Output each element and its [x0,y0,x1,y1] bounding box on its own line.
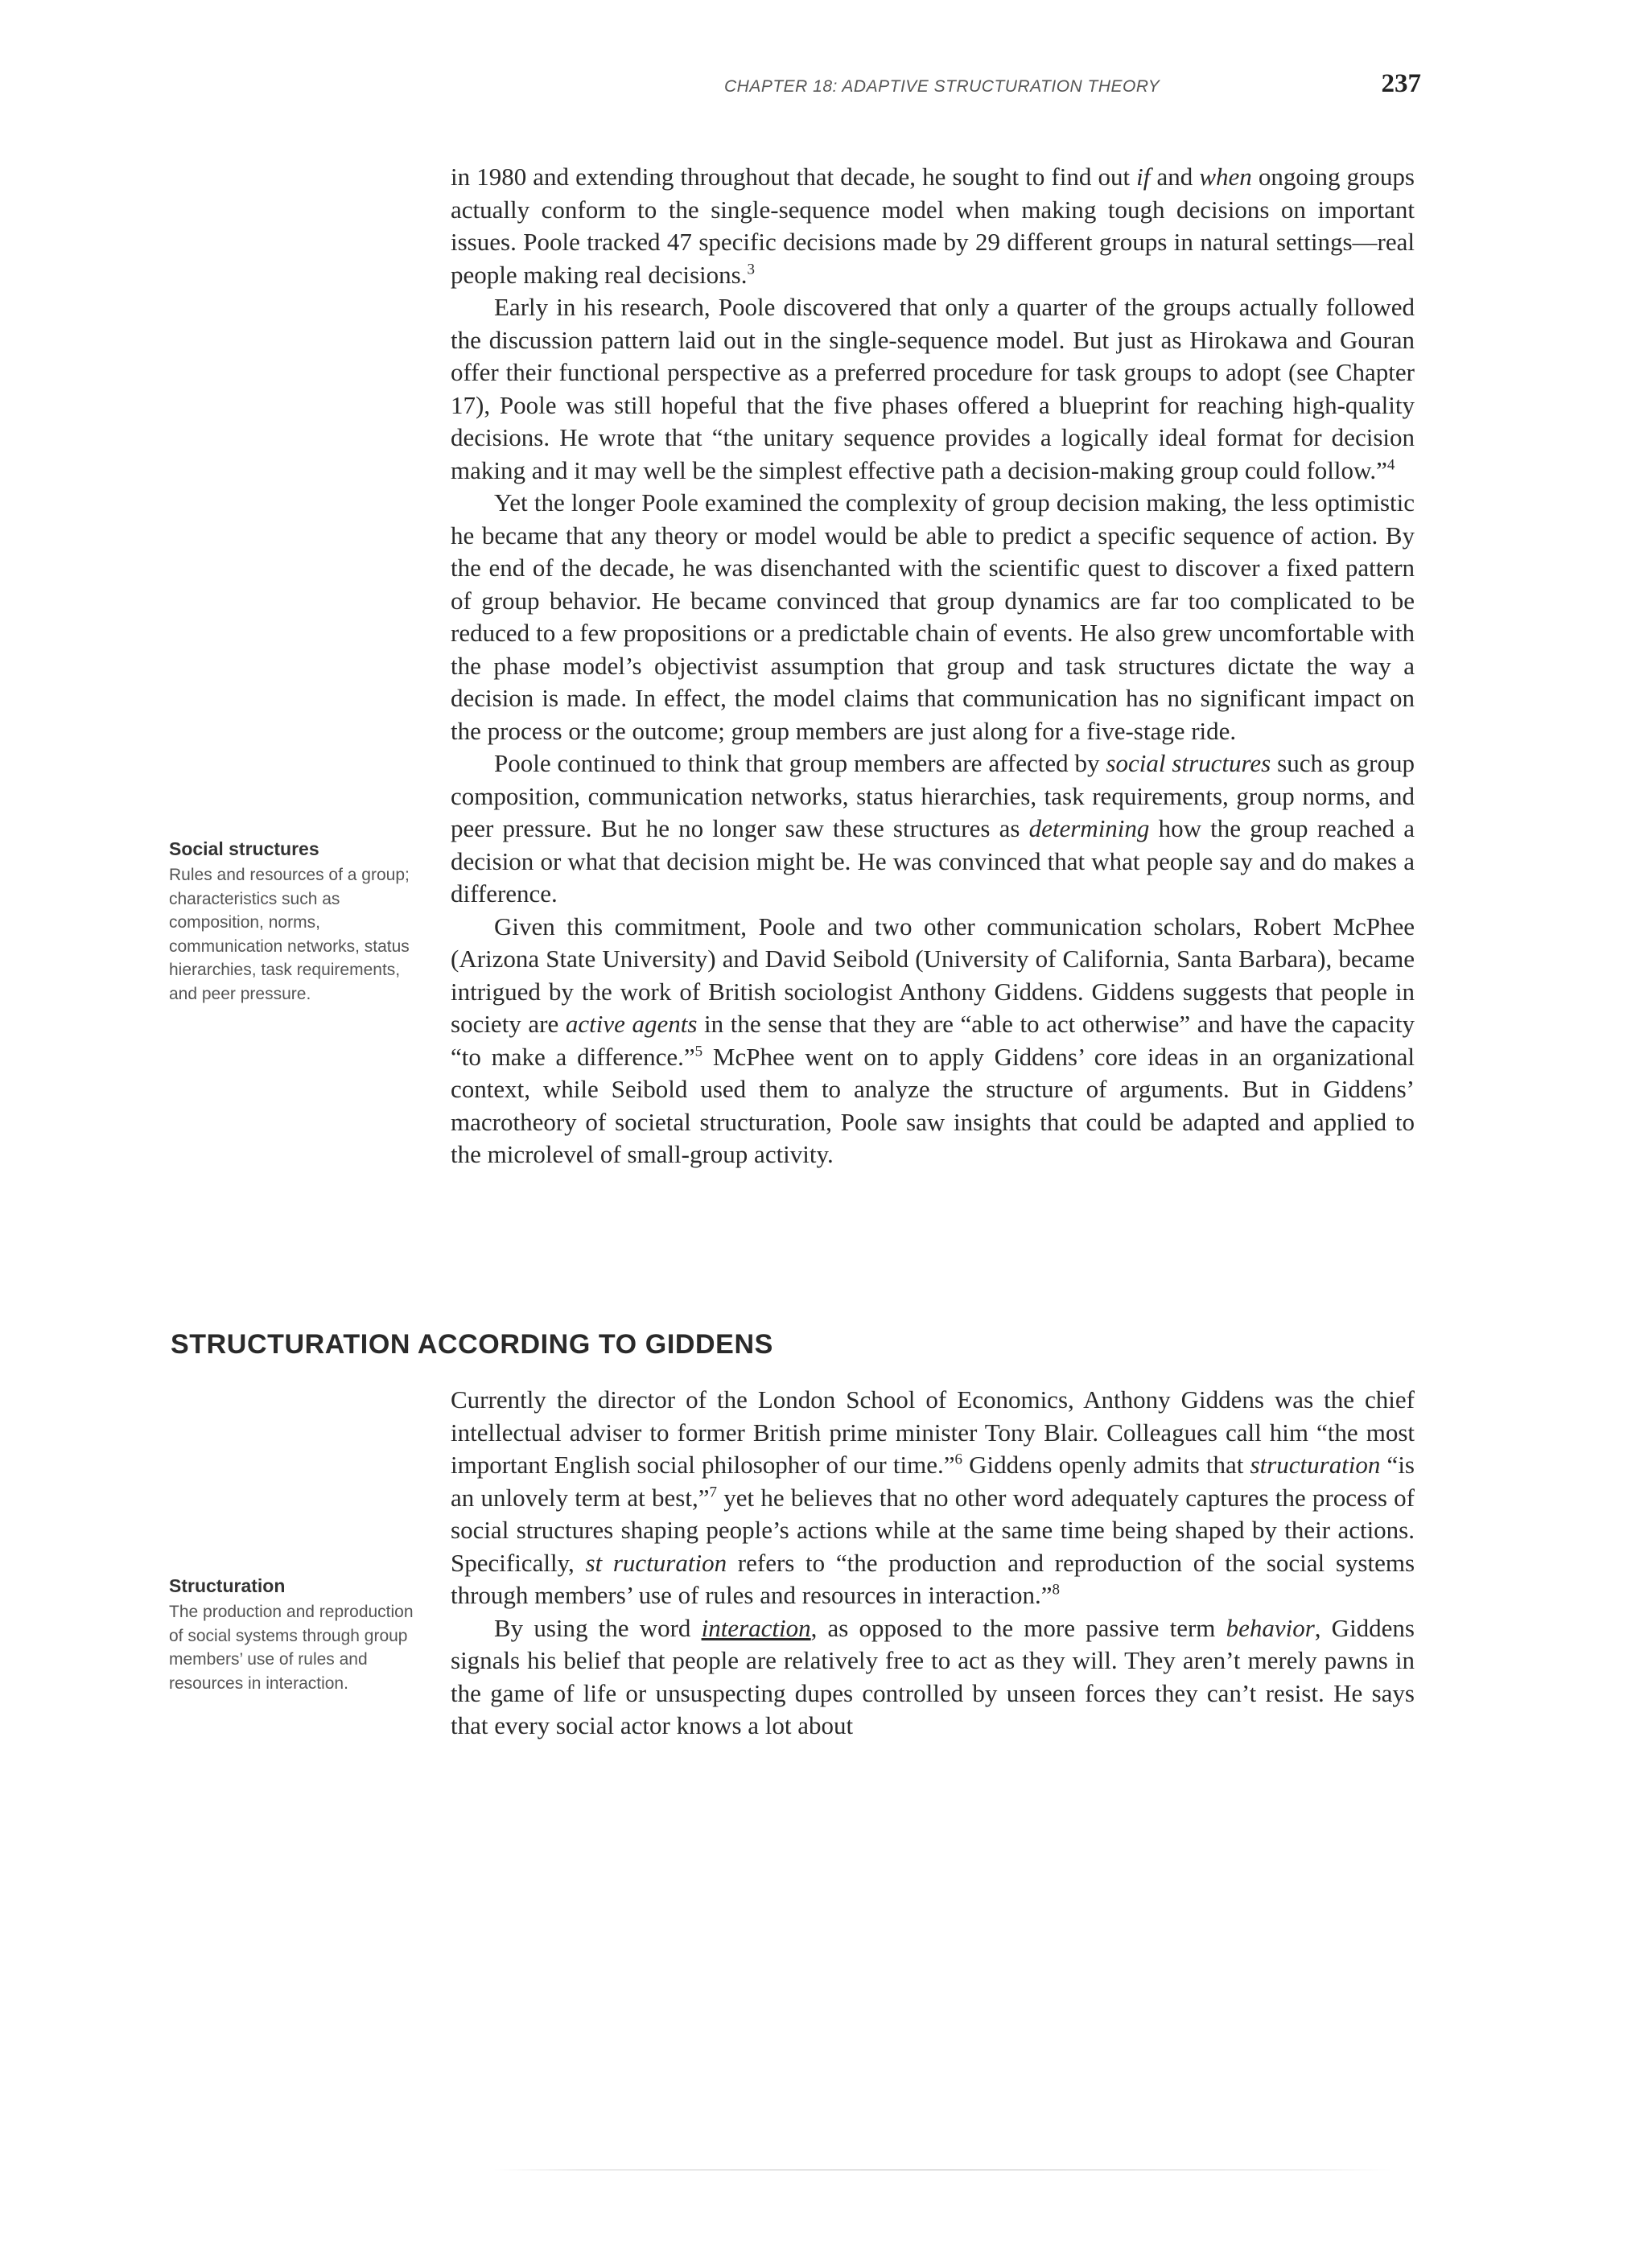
footnote-ref: 7 [709,1484,717,1501]
footnote-ref: 5 [694,1043,703,1060]
section-heading: STRUCTURATION ACCORDING TO GIDDENS [171,1329,773,1360]
paragraph: Yet the longer Poole examined the complexity of group decision making, the less optimistic he became that any theory or model would be able to predict a specific sequence of action. By the end of the decade, he was disenchanted with the scientific quest to discover a fixed pattern of group behavior. He became convinced that group dynamics are far too complicated to be reduced to a few propositions or a predictable chain of events. He also grew uncomfortable with the phase model’s objectivist assumption that group and task structures dictate the way a decision is made. In effect, the model claims that communication has no significant impact on the process or the outcome; group members are just along for a five-stage ride. [451,488,1415,745]
paragraph: Early in his research, Poole discovered that only a quarter of the groups actually followed the discussion pattern laid out in the single-sequence model. But just as Hirokawa and Gouran offer their functional perspective as a preferred procedure for task groups to adopt (see Chapter 17), Poole was still hopeful that the five phases offered a blueprint for reaching high-quality decisions. He wrote that “the unitary sequence provides a logically ideal format for decision making and it may well be the simplest effective path a decision-making group could follow.”$^4$ [451,293,1415,484]
paragraph: By using the word interaction, as opposed to the more passive term behavior, Giddens signals his belief that people are relatively free to act as they will. They aren’t merely pawns in the game of life or unsuspecting dupes controlled by unseen forces they can’t resist. He says that every social actor knows a lot about [451,1613,1415,1739]
paragraph: Poole continued to think that group members are affected by social structures such as group composition, communication networks, status hierarchies, task requirements, group norms, and peer pressure. But he no longer saw these structures as determining how the group reached a decision or what that decision might be. He was convinced that what people say and do makes a difference. [451,749,1415,908]
footnote-ref: 3 [747,261,755,278]
scan-artifact-line [492,2169,1394,2171]
margin-term: Structuration [169,1575,286,1596]
body-text-section-2 [451,1384,1415,1743]
margin-definition [169,837,414,1006]
margin-definition [169,1574,414,1695]
paragraph: in 1980 and extending throughout that decade, he sought to find out if and when ongoing groups actually conform to the single-sequence model when making tough decisions on important issues. Poole tracked 47 specific decisions made by 29 different groups in natural settings—real people making real decisions.$^3$ [451,163,1415,289]
margin-definition-text: The production and reproduction of social systems through group members’ use of rules and resources in interaction. [169,1603,414,1693]
footnote-ref: 8 [1052,1581,1060,1599]
margin-term: Social structures [169,838,319,859]
footnote-ref: 6 [954,1451,962,1468]
key-term: social structures [1106,749,1271,777]
body-text-section-1 [451,161,1415,1171]
footnote-ref: 4 [1386,456,1395,474]
paragraph: Given this commitment, Poole and two other communication scholars, Robert McPhee (Arizona State University) and David Seibold (University of California, Santa Barbara), became intrigued by the work of British sociologist Anthony Giddens. Giddens suggests that people in society are active agents in the sense that they are “able to act otherwise” and have the capacity “to make a difference.”$^5$ McPhee went on to apply Giddens’ core ideas in an organizational context, while Seibold used them to analyze the structure of arguments. But in Giddens’ macrotheory of societal structuration, Poole saw insights that could be adapted and applied to the microlevel of small-group activity. [451,912,1415,1168]
running-head: CHAPTER 18: ADAPTIVE STRUCTURATION THEORY [724,77,1160,96]
margin-definition-text: Rules and resources of a group; characteristics such as composition, norms, communication networks, status hierarchies, task requirements, and peer pressure. [169,866,410,1003]
key-term: st ructuration [585,1548,727,1577]
paragraph: Currently the director of the London School of Economics, Anthony Giddens was the chief intellectual adviser to former British prime minister Tony Blair. Colleagues call him “the most important English social philosopher of our time.”$^6$ Giddens openly admits that structuration “is an unlovely term at best,”$^7$ yet he believes that no other word adequately captures the process of social structures shaping people’s actions while at the same time being shaped by their actions. Specifically, st ructuration refers to “the production and reproduction of the social systems through members’ use of rules and resources in interaction.”$^8$ [451,1385,1415,1609]
page-number: 237 [1381,69,1421,98]
